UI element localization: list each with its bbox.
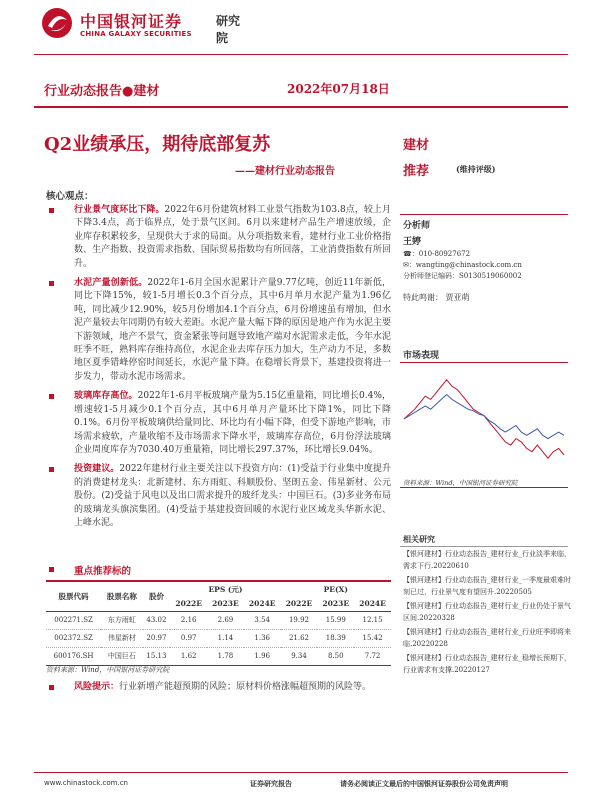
chart-source: 资料来源：Wind，中国银河证券研究院: [403, 479, 518, 487]
bullet-square-icon: [49, 567, 54, 572]
related-link[interactable]: 【银河建材】行业动态报告_建材行业_稳增长预期下，行业需求有支撑.20220127: [403, 654, 571, 674]
table-row: 002372.SZ 伟星新材 20.97 0.97 1.14 1.36 21.62 18.39 15.42: [46, 629, 391, 647]
table-header: 2023E: [322, 598, 350, 608]
related-link[interactable]: 【银河建材】行业动态报告_建材行业_行业仍处于景气区间.20220328: [403, 602, 571, 622]
special-thanks: 特此鸣谢： 贾亚萌: [403, 293, 470, 302]
footer-disclaimer: 请务必阅读正文最后的中国银河证券股份公司免责声明: [340, 779, 508, 788]
bullet-body: 2022年6月份建筑材料工业景气指数为103.8点，较上月下降3.4点，高于临界点，处于景气区间。6月以来建材产品生产增速放缓，企业库存积累较多，呈现供大于求的局面。从分项指数来看，建材行业工业价格指数、生产指数、投资需求指数、国际贸易指数均有所回落，工业消费指数有所回升。: [74, 205, 391, 269]
risk-title: 风险提示：: [74, 682, 120, 692]
analyst-name: 王婷: [403, 237, 422, 247]
table-header: 2024E: [359, 598, 386, 608]
chart-series-line-1: [404, 395, 564, 439]
related-divider: [400, 546, 568, 547]
bullet-body: 2022年建材行业主要关注以下投资方向：(1)受益于行业集中度提升的消费建材龙头：北新建材、东方雨虹、科顺股份、坚朗五金、伟星新材、公元股份。(2)受益于风电以及出口需求提升的玻纤龙头：中国巨石。(3)多业务布局的玻璃龙头旗滨集团。(4)受益于基建投资回暖的水泥行业区域龙头华新水泥、上峰水泥。: [74, 464, 391, 528]
table-header: 股票名称: [106, 591, 137, 601]
list-item: [46, 204, 391, 271]
picks-table: [46, 580, 391, 666]
list-item: [46, 390, 391, 457]
logo-en-text: CHINA GALAXY SECURITIES: [80, 30, 192, 38]
risk-body: 行业新增产能超预期的风险；原材料价格涨幅超预期的风险等。: [119, 682, 372, 692]
core-views-list: [46, 204, 391, 536]
related-research-list: [403, 549, 571, 679]
page-title: Q2业绩承压，期待底部复苏: [44, 134, 271, 155]
related-link[interactable]: 【银河建材】行业动态报告_建材行业_行业旺季即将来临.20220228: [403, 628, 571, 648]
list-item: [46, 277, 391, 384]
market-performance-chart: [400, 364, 568, 474]
table-header: 股票代码: [58, 591, 89, 601]
related-link[interactable]: 【银河建材】行业动态报告_建材行业_一季度最艰难时刻已过，行业景气度有望回升.20220505: [403, 576, 571, 596]
report-date: 2022年07月18日: [287, 82, 390, 96]
bullet-title: 投资建议。: [74, 464, 120, 475]
bullet-square-icon: [49, 467, 54, 472]
table-header-pe: PE(X): [323, 584, 348, 594]
table-row: 002271.SZ 东方雨虹 43.02 2.16 2.69 3.54 19.92 15.99 12.15: [46, 611, 391, 629]
analyst-divider: [400, 214, 568, 215]
bullet-title: 玻璃库存高位。: [74, 391, 138, 402]
market-performance-label: 市场表现: [403, 351, 440, 361]
table-row: 600176.SH 中国巨石 15.13 1.62 1.78 1.96 9.34 8.50 7.72: [46, 647, 391, 665]
analyst-license: 分析师登记编码：S0130519060002: [403, 272, 522, 280]
bullet-square-icon: [49, 281, 54, 286]
bullet-square-icon: [49, 685, 54, 690]
related-research-label: 相关研究: [403, 534, 435, 544]
core-views-label: 核心观点：: [46, 191, 94, 202]
header-divider: [34, 54, 568, 55]
chart-series-line-0: [404, 380, 564, 458]
bullet-title: 行业景气度环比下降。: [74, 205, 165, 215]
picks-label: 重点推荐标的: [74, 563, 131, 577]
company-logo: [40, 6, 250, 45]
related-link[interactable]: 【银河建材】行业动态报告_建材行业_行业淡季来临，需求下行.20220610: [403, 550, 571, 570]
footer-url[interactable]: www.chinastock.com.cn: [44, 779, 128, 787]
footer-label: 证券研究报告: [250, 779, 292, 788]
table-header: 2023E: [212, 598, 239, 608]
analyst-phone: ☎：010-80927672: [403, 250, 471, 258]
table-source: 资料来源：Wind，中国银河证券研究院: [46, 666, 170, 674]
analyst-contact: [403, 249, 573, 282]
risk-note: [46, 681, 391, 700]
bullet-square-icon: [49, 394, 54, 399]
bullet-title: 水泥产量创新低。: [74, 278, 148, 289]
institute-label: 研究院: [216, 14, 241, 45]
analyst-email[interactable]: ✉：wangting@chinastock.com.cn: [403, 261, 522, 269]
bullet-square-icon: [49, 208, 54, 213]
galaxy-logo-icon: [40, 6, 74, 40]
rating-note: (维持评级): [456, 164, 496, 174]
logo-cn-text: 中国银河证券: [80, 12, 183, 31]
table-header: 2024E: [248, 598, 276, 608]
title-divider: [34, 106, 568, 108]
rating-label: 推荐: [403, 164, 430, 179]
market-divider: [400, 362, 568, 363]
table-header: 2022E: [175, 598, 202, 608]
list-item: [46, 463, 391, 530]
sector-label: 建材: [403, 138, 430, 153]
report-type: 行业动态报告●建材: [44, 84, 160, 99]
table-header-eps: EPS (元): [208, 584, 243, 594]
table-header: 2022E: [285, 598, 313, 608]
chart-divider: [400, 487, 568, 488]
table-header: 股价: [148, 591, 164, 601]
footer-divider: [34, 772, 568, 773]
bullet-body: 2022年1-6月全国水泥累计产量9.77亿吨，创近11年新低，同比下降15%，较1-5月增长0.3个百分点，其中6月单月水泥产量为1.96亿吨，同比减少12.90%，较5月份增加4.1个百分点，6月份增速虽有增加，但水泥产量较去年同期仍有较大差距。水泥产量大幅下降的原因是地产作为水泥主要下游领域，地产不景气，资金紧张等问题导致地产端对水泥需求走低，今年水泥旺季不旺，熟料库存维持高位，水泥企业去库存压力加大，生产动力不足，多数地区夏季错峰停窑时间延长，水泥产量下降。在稳增长背景下，基建投资将进一步发力，带动水泥市场需求。: [74, 278, 391, 382]
bullet-body: 2022年1-6月平板玻璃产量为5.15亿重量箱，同比增长0.4%，增速较1-5月减少0.1个百分点，其中6月单月产量环比下降1%，同比下降0.1%。6月份平板玻璃供给量同比、环比均有小幅下降，但受下游地产影响，市场需求疲软，产量收缩不及市场需求下降水平，玻璃库存高位，6月份浮法玻璃企业周度库存为7030.40万重量箱，同比增长297.37%，环比增长9.04%。: [74, 391, 391, 455]
page-subtitle: ——建材行业动态报告: [235, 166, 335, 177]
analyst-label: 分析师: [403, 221, 431, 231]
